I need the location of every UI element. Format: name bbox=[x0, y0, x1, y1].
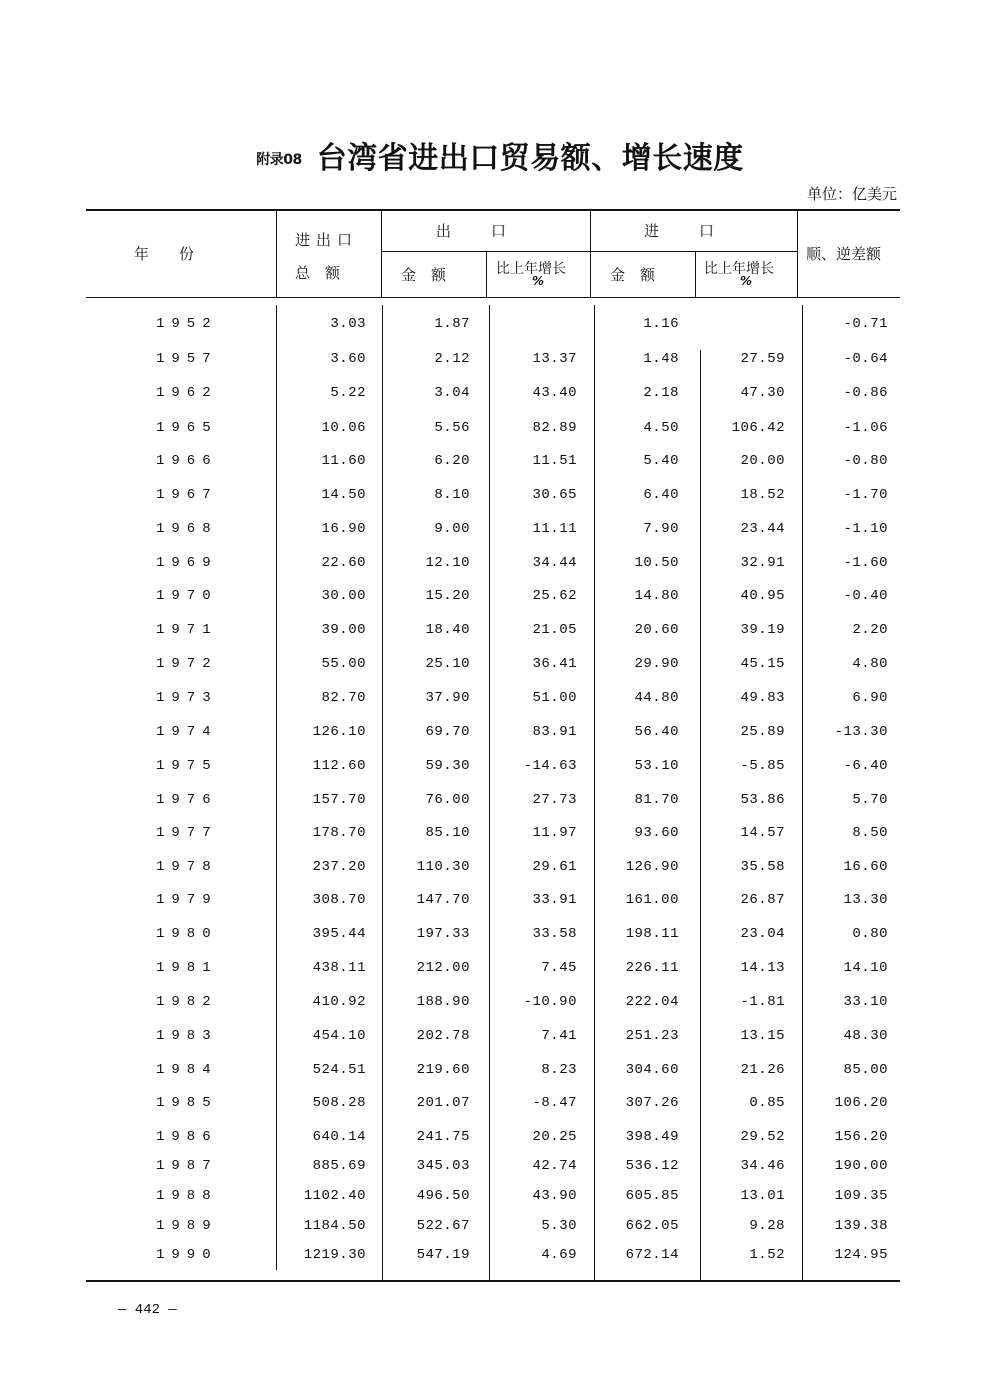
cell-export-growth: -10.90 bbox=[523, 994, 577, 1010]
cell-import-amount: 81.70 bbox=[634, 792, 679, 808]
cell-export-growth: 11.11 bbox=[532, 521, 577, 537]
header-divider bbox=[797, 211, 798, 297]
cell-import-growth: 35.58 bbox=[740, 859, 785, 875]
cell-export-amount: 496.50 bbox=[416, 1188, 470, 1204]
cell-export-amount: 59.30 bbox=[425, 758, 470, 774]
cell-export-growth: 8.23 bbox=[541, 1062, 577, 1078]
body-divider bbox=[700, 350, 701, 1280]
cell-balance: -1.60 bbox=[843, 555, 888, 571]
cell-total: 640.14 bbox=[312, 1129, 366, 1145]
cell-year: 1983 bbox=[156, 1028, 218, 1044]
cell-balance: 5.70 bbox=[852, 792, 888, 808]
cell-year: 1986 bbox=[156, 1129, 218, 1145]
cell-total: 5.22 bbox=[330, 385, 366, 401]
cell-import-amount: 14.80 bbox=[634, 588, 679, 604]
unit-label: 单位：亿美元 bbox=[806, 185, 897, 203]
header-year: 年 份 bbox=[134, 245, 195, 263]
header-import-growth: 比上年增长 bbox=[704, 261, 774, 277]
body-divider bbox=[489, 305, 490, 1280]
cell-export-amount: 15.20 bbox=[425, 588, 470, 604]
cell-export-amount: 76.00 bbox=[425, 792, 470, 808]
cell-balance: 48.30 bbox=[843, 1028, 888, 1044]
header-divider bbox=[695, 252, 696, 297]
cell-export-growth: 82.89 bbox=[532, 420, 577, 436]
subheader-rule bbox=[381, 251, 797, 252]
header-import-percent: % bbox=[740, 274, 753, 288]
cell-import-amount: 1.16 bbox=[643, 316, 679, 332]
header-export: 出口 bbox=[436, 222, 547, 240]
header-total-top: 进出口 bbox=[295, 231, 359, 249]
cell-total: 10.06 bbox=[321, 420, 366, 436]
cell-export-growth: 11.51 bbox=[532, 453, 577, 469]
cell-year: 1971 bbox=[156, 622, 218, 638]
cell-balance: -0.80 bbox=[843, 453, 888, 469]
cell-year: 1952 bbox=[156, 316, 218, 332]
cell-import-amount: 222.04 bbox=[625, 994, 679, 1010]
cell-import-growth: 45.15 bbox=[740, 656, 785, 672]
cell-export-amount: 1.87 bbox=[434, 316, 470, 332]
cell-export-amount: 345.03 bbox=[416, 1158, 470, 1174]
cell-total: 112.60 bbox=[312, 758, 366, 774]
cell-export-growth: 36.41 bbox=[532, 656, 577, 672]
cell-export-growth: 33.58 bbox=[532, 926, 577, 942]
cell-total: 126.10 bbox=[312, 724, 366, 740]
cell-total: 178.70 bbox=[312, 825, 366, 841]
cell-import-amount: 1.48 bbox=[643, 351, 679, 367]
cell-import-growth: 34.46 bbox=[740, 1158, 785, 1174]
cell-import-growth: 1.52 bbox=[749, 1247, 785, 1263]
cell-balance: 124.95 bbox=[834, 1247, 888, 1263]
cell-import-growth: -1.81 bbox=[740, 994, 785, 1010]
cell-year: 1968 bbox=[156, 521, 218, 537]
cell-import-growth: 39.19 bbox=[740, 622, 785, 638]
cell-year: 1987 bbox=[156, 1158, 218, 1174]
cell-import-growth: -5.85 bbox=[740, 758, 785, 774]
cell-year: 1984 bbox=[156, 1062, 218, 1078]
cell-export-growth: 29.61 bbox=[532, 859, 577, 875]
cell-export-amount: 110.30 bbox=[416, 859, 470, 875]
cell-import-amount: 20.60 bbox=[634, 622, 679, 638]
cell-export-amount: 6.20 bbox=[434, 453, 470, 469]
cell-balance: -1.10 bbox=[843, 521, 888, 537]
cell-import-amount: 251.23 bbox=[625, 1028, 679, 1044]
cell-total: 454.10 bbox=[312, 1028, 366, 1044]
cell-export-amount: 25.10 bbox=[425, 656, 470, 672]
cell-import-amount: 398.49 bbox=[625, 1129, 679, 1145]
cell-total: 508.28 bbox=[312, 1095, 366, 1111]
cell-import-growth: 40.95 bbox=[740, 588, 785, 604]
cell-export-amount: 547.19 bbox=[416, 1247, 470, 1263]
cell-year: 1976 bbox=[156, 792, 218, 808]
cell-total: 438.11 bbox=[312, 960, 366, 976]
cell-export-growth: 27.73 bbox=[532, 792, 577, 808]
cell-total: 30.00 bbox=[321, 588, 366, 604]
cell-import-growth: 49.83 bbox=[740, 690, 785, 706]
header-total-bottom: 总 额 bbox=[295, 264, 341, 282]
cell-import-growth: 20.00 bbox=[740, 453, 785, 469]
cell-total: 3.03 bbox=[330, 316, 366, 332]
cell-balance: -0.64 bbox=[843, 351, 888, 367]
cell-import-amount: 226.11 bbox=[625, 960, 679, 976]
cell-export-growth: 30.65 bbox=[532, 487, 577, 503]
cell-balance: -1.70 bbox=[843, 487, 888, 503]
cell-total: 157.70 bbox=[312, 792, 366, 808]
cell-total: 55.00 bbox=[321, 656, 366, 672]
header-export-amount: 金 额 bbox=[401, 266, 447, 284]
cell-export-growth: 33.91 bbox=[532, 892, 577, 908]
cell-export-amount: 37.90 bbox=[425, 690, 470, 706]
cell-balance: 8.50 bbox=[852, 825, 888, 841]
body-divider bbox=[802, 305, 803, 1280]
cell-export-growth: -14.63 bbox=[523, 758, 577, 774]
cell-export-growth: 4.69 bbox=[541, 1247, 577, 1263]
cell-export-amount: 69.70 bbox=[425, 724, 470, 740]
cell-total: 410.92 bbox=[312, 994, 366, 1010]
cell-export-growth: 13.37 bbox=[532, 351, 577, 367]
cell-balance: -0.40 bbox=[843, 588, 888, 604]
body-divider bbox=[594, 305, 595, 1280]
cell-import-growth: 13.01 bbox=[740, 1188, 785, 1204]
cell-year: 1974 bbox=[156, 724, 218, 740]
cell-import-amount: 6.40 bbox=[643, 487, 679, 503]
cell-year: 1981 bbox=[156, 960, 218, 976]
cell-balance: -0.71 bbox=[843, 316, 888, 332]
body-divider bbox=[276, 305, 277, 1270]
cell-export-growth: 5.30 bbox=[541, 1218, 577, 1234]
cell-import-amount: 662.05 bbox=[625, 1218, 679, 1234]
table-top-rule bbox=[86, 209, 900, 211]
page-title bbox=[0, 133, 1000, 177]
cell-year: 1973 bbox=[156, 690, 218, 706]
cell-import-growth: 9.28 bbox=[749, 1218, 785, 1234]
cell-import-growth: 14.57 bbox=[740, 825, 785, 841]
cell-import-amount: 10.50 bbox=[634, 555, 679, 571]
cell-import-amount: 53.10 bbox=[634, 758, 679, 774]
cell-import-growth: 23.04 bbox=[740, 926, 785, 942]
cell-export-growth: 83.91 bbox=[532, 724, 577, 740]
cell-year: 1967 bbox=[156, 487, 218, 503]
cell-total: 524.51 bbox=[312, 1062, 366, 1078]
cell-year: 1988 bbox=[156, 1188, 218, 1204]
cell-balance: 139.38 bbox=[834, 1218, 888, 1234]
cell-import-growth: 23.44 bbox=[740, 521, 785, 537]
cell-total: 1102.40 bbox=[303, 1188, 366, 1204]
cell-import-amount: 29.90 bbox=[634, 656, 679, 672]
cell-year: 1962 bbox=[156, 385, 218, 401]
cell-total: 11.60 bbox=[321, 453, 366, 469]
header-divider bbox=[590, 211, 591, 297]
cell-import-growth: 0.85 bbox=[749, 1095, 785, 1111]
cell-import-growth: 14.13 bbox=[740, 960, 785, 976]
cell-export-growth: 11.97 bbox=[532, 825, 577, 841]
cell-export-amount: 2.12 bbox=[434, 351, 470, 367]
cell-export-amount: 12.10 bbox=[425, 555, 470, 571]
cell-import-growth: 18.52 bbox=[740, 487, 785, 503]
cell-total: 39.00 bbox=[321, 622, 366, 638]
cell-import-amount: 605.85 bbox=[625, 1188, 679, 1204]
cell-balance: 156.20 bbox=[834, 1129, 888, 1145]
cell-total: 14.50 bbox=[321, 487, 366, 503]
page-number: — 442 — bbox=[118, 1302, 177, 1318]
cell-year: 1969 bbox=[156, 555, 218, 571]
appendix-number: 附录08 bbox=[256, 152, 302, 168]
header-import: 进口 bbox=[644, 222, 755, 240]
cell-export-amount: 8.10 bbox=[434, 487, 470, 503]
cell-import-amount: 536.12 bbox=[625, 1158, 679, 1174]
cell-balance: -6.40 bbox=[843, 758, 888, 774]
cell-export-amount: 202.78 bbox=[416, 1028, 470, 1044]
header-bottom-rule bbox=[86, 297, 900, 298]
cell-total: 1184.50 bbox=[303, 1218, 366, 1234]
cell-export-amount: 197.33 bbox=[416, 926, 470, 942]
cell-balance: 6.90 bbox=[852, 690, 888, 706]
cell-year: 1985 bbox=[156, 1095, 218, 1111]
cell-balance: 2.20 bbox=[852, 622, 888, 638]
cell-export-growth: 43.40 bbox=[532, 385, 577, 401]
header-divider bbox=[486, 252, 487, 297]
cell-total: 22.60 bbox=[321, 555, 366, 571]
cell-import-amount: 5.40 bbox=[643, 453, 679, 469]
cell-export-growth: -8.47 bbox=[532, 1095, 577, 1111]
cell-import-amount: 672.14 bbox=[625, 1247, 679, 1263]
cell-export-amount: 201.07 bbox=[416, 1095, 470, 1111]
cell-balance: 33.10 bbox=[843, 994, 888, 1010]
cell-total: 82.70 bbox=[321, 690, 366, 706]
cell-import-growth: 26.87 bbox=[740, 892, 785, 908]
cell-import-amount: 4.50 bbox=[643, 420, 679, 436]
cell-balance: 190.00 bbox=[834, 1158, 888, 1174]
cell-import-amount: 56.40 bbox=[634, 724, 679, 740]
header-divider bbox=[276, 211, 277, 297]
cell-export-growth: 51.00 bbox=[532, 690, 577, 706]
cell-export-growth: 7.41 bbox=[541, 1028, 577, 1044]
cell-import-amount: 304.60 bbox=[625, 1062, 679, 1078]
cell-import-amount: 307.26 bbox=[625, 1095, 679, 1111]
cell-balance: 0.80 bbox=[852, 926, 888, 942]
cell-total: 237.20 bbox=[312, 859, 366, 875]
cell-export-amount: 3.04 bbox=[434, 385, 470, 401]
cell-export-amount: 219.60 bbox=[416, 1062, 470, 1078]
cell-export-growth: 21.05 bbox=[532, 622, 577, 638]
cell-export-amount: 9.00 bbox=[434, 521, 470, 537]
header-divider bbox=[381, 211, 382, 297]
cell-balance: 13.30 bbox=[843, 892, 888, 908]
cell-export-amount: 5.56 bbox=[434, 420, 470, 436]
cell-export-growth: 20.25 bbox=[532, 1129, 577, 1145]
cell-balance: 14.10 bbox=[843, 960, 888, 976]
cell-export-amount: 188.90 bbox=[416, 994, 470, 1010]
cell-total: 395.44 bbox=[312, 926, 366, 942]
cell-year: 1989 bbox=[156, 1218, 218, 1234]
body-divider bbox=[382, 305, 383, 1280]
cell-year: 1979 bbox=[156, 892, 218, 908]
cell-balance: -0.86 bbox=[843, 385, 888, 401]
cell-total: 16.90 bbox=[321, 521, 366, 537]
cell-import-growth: 106.42 bbox=[731, 420, 785, 436]
cell-import-amount: 7.90 bbox=[643, 521, 679, 537]
cell-import-growth: 21.26 bbox=[740, 1062, 785, 1078]
cell-import-growth: 32.91 bbox=[740, 555, 785, 571]
cell-import-amount: 126.90 bbox=[625, 859, 679, 875]
cell-year: 1990 bbox=[156, 1247, 218, 1263]
cell-import-amount: 2.18 bbox=[643, 385, 679, 401]
cell-export-growth: 34.44 bbox=[532, 555, 577, 571]
cell-export-amount: 147.70 bbox=[416, 892, 470, 908]
table-bottom-rule bbox=[86, 1280, 900, 1282]
cell-import-growth: 47.30 bbox=[740, 385, 785, 401]
cell-import-growth: 29.52 bbox=[740, 1129, 785, 1145]
cell-export-amount: 241.75 bbox=[416, 1129, 470, 1145]
cell-year: 1957 bbox=[156, 351, 218, 367]
cell-import-growth: 27.59 bbox=[740, 351, 785, 367]
cell-balance: 106.20 bbox=[834, 1095, 888, 1111]
cell-balance: 109.35 bbox=[834, 1188, 888, 1204]
cell-year: 1970 bbox=[156, 588, 218, 604]
cell-balance: 85.00 bbox=[843, 1062, 888, 1078]
cell-export-growth: 25.62 bbox=[532, 588, 577, 604]
cell-year: 1977 bbox=[156, 825, 218, 841]
header-export-percent: % bbox=[532, 274, 545, 288]
title-text: 台湾省进出口贸易额、增长速度 bbox=[316, 141, 744, 176]
cell-export-amount: 212.00 bbox=[416, 960, 470, 976]
cell-export-growth: 7.45 bbox=[541, 960, 577, 976]
cell-year: 1980 bbox=[156, 926, 218, 942]
cell-export-growth: 43.90 bbox=[532, 1188, 577, 1204]
cell-import-growth: 13.15 bbox=[740, 1028, 785, 1044]
cell-balance: 4.80 bbox=[852, 656, 888, 672]
cell-export-amount: 522.67 bbox=[416, 1218, 470, 1234]
cell-balance: -13.30 bbox=[834, 724, 888, 740]
cell-year: 1965 bbox=[156, 420, 218, 436]
header-import-amount: 金 额 bbox=[610, 266, 656, 284]
cell-year: 1972 bbox=[156, 656, 218, 672]
cell-import-amount: 161.00 bbox=[625, 892, 679, 908]
header-export-growth: 比上年增长 bbox=[496, 261, 566, 277]
cell-year: 1966 bbox=[156, 453, 218, 469]
cell-import-amount: 93.60 bbox=[634, 825, 679, 841]
cell-year: 1975 bbox=[156, 758, 218, 774]
cell-year: 1978 bbox=[156, 859, 218, 875]
header-balance: 顺、逆差额 bbox=[806, 245, 882, 263]
cell-import-growth: 53.86 bbox=[740, 792, 785, 808]
cell-import-growth: 25.89 bbox=[740, 724, 785, 740]
cell-balance: 16.60 bbox=[843, 859, 888, 875]
cell-balance: -1.06 bbox=[843, 420, 888, 436]
cell-total: 3.60 bbox=[330, 351, 366, 367]
cell-export-amount: 85.10 bbox=[425, 825, 470, 841]
cell-import-amount: 198.11 bbox=[625, 926, 679, 942]
cell-total: 1219.30 bbox=[303, 1247, 366, 1263]
cell-export-growth: 42.74 bbox=[532, 1158, 577, 1174]
cell-total: 885.69 bbox=[312, 1158, 366, 1174]
cell-year: 1982 bbox=[156, 994, 218, 1010]
cell-export-amount: 18.40 bbox=[425, 622, 470, 638]
cell-total: 308.70 bbox=[312, 892, 366, 908]
cell-import-amount: 44.80 bbox=[634, 690, 679, 706]
